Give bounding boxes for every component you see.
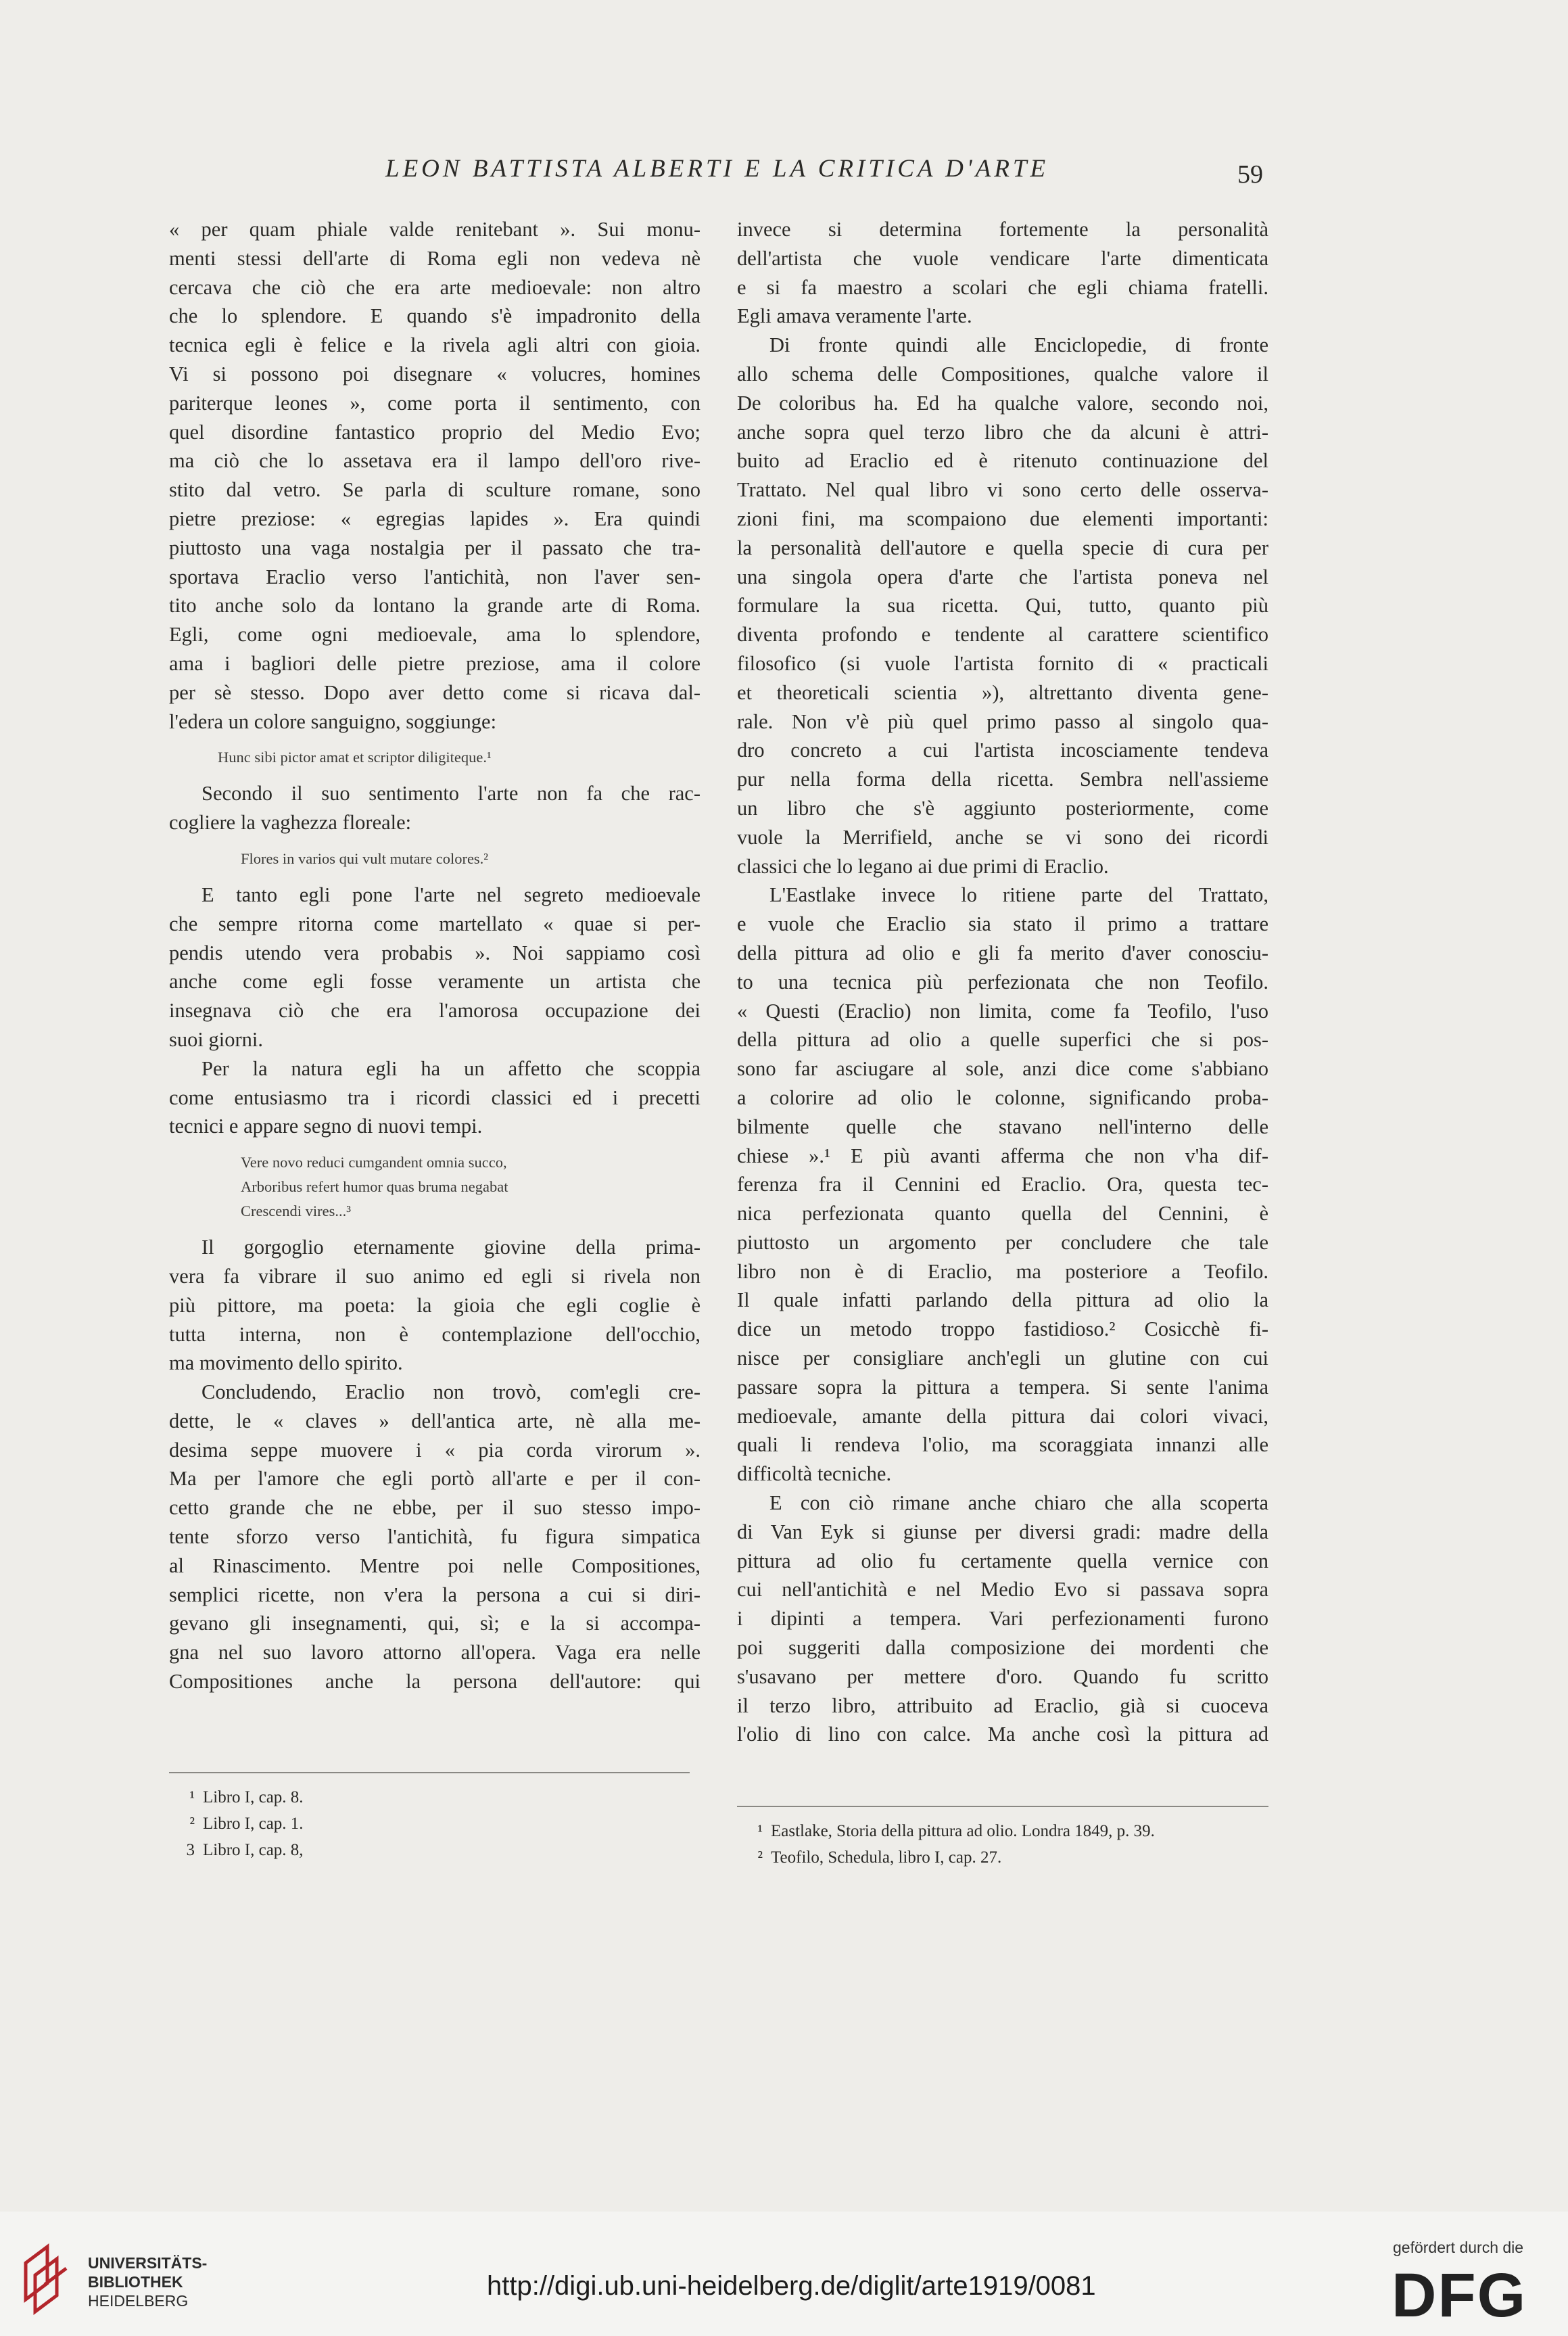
paragraph [737, 881, 1268, 1489]
text-line: nica perfezionata quanto quella del Cennini, è [737, 1202, 1268, 1225]
viewer-footer [0, 2212, 1568, 2336]
text-line: Per la natura egli ha un affetto che scoppia [201, 1056, 700, 1080]
text-line: zioni fini, ma scompaiono due elementi importanti: [737, 507, 1268, 530]
footnote: ² Teofilo, Schedula, libro I, cap. 27. [757, 1848, 1002, 1867]
text-line: a colorire ad olio le colonne, significando proba- [737, 1085, 1268, 1109]
footnote-rule [169, 1772, 690, 1773]
text-line: che sempre ritorna come martellato « quae si per- [169, 912, 700, 935]
text-line: chiese ».¹ E più avanti afferma che non v'ha dif- [737, 1144, 1268, 1167]
text-line: cogliere la vaghezza floreale: [169, 811, 412, 835]
text-line: cui nell'antichità e nel Medio Evo si passava sopra [737, 1578, 1268, 1602]
text-line: Egli, come ogni medioevale, ama lo splendore, [169, 623, 700, 647]
text-line: ma ciò che lo assetava era il lampo dell'oro rive- [169, 449, 700, 473]
footnote: ² Libro I, cap. 1. [189, 1815, 304, 1833]
footnotes-left [169, 1772, 700, 1863]
paragraph [169, 881, 700, 1054]
text-line: difficoltà tecniche. [737, 1462, 892, 1486]
text-line: quali li rendeva l'olio, ma scoraggiata innanzi alle [737, 1433, 1268, 1457]
text-line: dro concreto a cui l'artista incosciamente tendeva [737, 739, 1268, 762]
right-column [737, 215, 1268, 1749]
text-line: anche sopra quel terzo libro che da alcuni è attri- [737, 420, 1268, 444]
latin-quote: Flores in varios qui vult mutare colores.² [241, 849, 489, 867]
verse-line: Crescendi vires...³ [241, 1202, 351, 1220]
text-line: cetto grande che ne ebbe, per il suo stesso impo- [169, 1496, 700, 1520]
footnotes-right [737, 1806, 1268, 1871]
text-line: cercava che ciò che era arte medioevale: non altro [169, 275, 700, 299]
text-line: tutta interna, non è contemplazione dell'occhio, [169, 1322, 700, 1346]
paragraph [737, 215, 1268, 331]
text-line: De coloribus ha. Ed ha qualche valore, secondo noi, [737, 391, 1268, 415]
text-line: quel disordine fantastico proprio del Medio Evo; [169, 420, 700, 444]
library-logo-icon [20, 2243, 71, 2317]
text-line: la personalità dell'autore e quella specie di cura per [737, 536, 1268, 559]
text-line: ama i bagliori delle pietre preziose, ama il colore [169, 651, 700, 675]
text-line: tente sforzo verso l'antichità, fu figura simpatica [169, 1525, 700, 1549]
footnote: ¹ Libro I, cap. 8. [189, 1788, 304, 1806]
text-line: pietre preziose: « egregias lapides ». Era quindi [169, 507, 700, 530]
text-line: e si fa maestro a scolari che egli chiama fratelli. [737, 275, 1268, 299]
latin-quote: Hunc sibi pictor amat et scriptor diligiteque.¹ [218, 749, 492, 766]
text-line: Vi si possono poi disegnare « volucres, homines [169, 362, 700, 386]
text-line: poi suggeriti dalla composizione dei mordenti che [737, 1636, 1268, 1660]
text-line: filosofico (si vuole l'artista fornito di « practicali [737, 651, 1268, 675]
text-line: Trattato. Nel qual libro vi sono certo delle osserva- [737, 478, 1268, 502]
text-line: buito ad Eraclio ed è ritenuto continuazione del [737, 449, 1268, 473]
text-line: tito anche solo da lontano la grande arte di Roma. [169, 594, 700, 617]
text-line: Secondo il suo sentimento l'arte non fa che rac- [201, 782, 700, 805]
text-line: i dipinti a tempera. Vari perfezionamenti furono [737, 1607, 1268, 1631]
text-line: to una tecnica più perfezionata che non Teofilo. [737, 970, 1268, 994]
paragraph [169, 215, 700, 736]
text-line: anche come egli fosse veramente un artista che [169, 970, 700, 994]
text-line: una singola opera d'arte che l'artista poneva nel [737, 565, 1268, 588]
text-line: et theoreticali scientia »), altrettanto diventa gene- [737, 680, 1268, 704]
funded-by-label: gefördert durch die [1393, 2239, 1524, 2256]
text-line: tecnici e appare segno di nuovi tempi. [169, 1115, 483, 1138]
text-line: formulare la sua ricetta. Qui, tutto, quanto più [737, 594, 1268, 617]
text-line: stito dal vetro. Se parla di sculture romane, sono [169, 478, 700, 502]
library-name: UNIVERSITÄTS- BIBLIOTHEK HEIDELBERG [88, 2254, 208, 2310]
text-line: medioevale, amante della pittura dai colori vivaci, [737, 1404, 1268, 1428]
text-line: s'usavano per mettere d'oro. Quando fu scritto [737, 1664, 1268, 1688]
text-line: sono far asciugare al sole, anzi dice come s'abbiano [737, 1057, 1268, 1081]
text-line: della pittura ad olio a quelle superfici che si pos- [737, 1028, 1268, 1052]
text-line: menti stessi dell'arte di Roma egli non vedeva nè [169, 246, 700, 270]
text-line: suoi giorni. [169, 1027, 263, 1051]
text-line: pittura ad olio fu certamente quella vernice con [737, 1549, 1268, 1572]
text-line: tecnica egli è felice e la rivela agli altri con gioia. [169, 333, 700, 357]
footnote: 3 Libro I, cap. 8, [186, 1841, 304, 1859]
text-line: e vuole che Eraclio sia stato il primo a trattare [737, 912, 1268, 936]
text-line: l'olio di lino con calce. Ma anche così la pittura ad [737, 1723, 1268, 1746]
text-line: libro non è di Eraclio, ma posteriore a Teofilo. [737, 1259, 1268, 1283]
text-line: l'edera un colore sanguigno, soggiunge: [169, 709, 497, 733]
text-line: ferenza fra il Cennini ed Eraclio. Ora, questa tec- [737, 1173, 1268, 1196]
text-line: Ma per l'amore che egli portò all'arte e per il con- [169, 1467, 700, 1491]
text-line: per sè stesso. Dopo aver detto come si ricava dal- [169, 680, 700, 704]
text-line: semplici ricette, non v'era la persona a cui si diri- [169, 1583, 700, 1606]
text-line: Il gorgoglio eternamente giovine della prima- [201, 1236, 700, 1259]
text-line: rale. Non v'è più quel primo passo al singolo qua- [737, 709, 1268, 733]
left-column [169, 215, 700, 1696]
dfg-logo: DFG [1392, 2261, 1527, 2330]
text-line: piuttosto una vaga nostalgia per il passato che tra- [169, 536, 700, 559]
text-line: pariterque leones », come porta il sentimento, con [169, 391, 700, 415]
text-line: invece si determina fortemente la personalità [737, 218, 1268, 241]
text-line: « Questi (Eraclio) non limita, come fa Teofilo, l'uso [737, 999, 1268, 1023]
page-header [0, 154, 1568, 195]
text-line: al Rinascimento. Mentre poi nelle Compositiones, [169, 1554, 700, 1577]
text-line: pur nella forma della ricetta. Sembra nell'assieme [737, 768, 1268, 791]
text-line: Concludendo, Eraclio non trovò, com'egli cre- [201, 1380, 700, 1404]
text-line: un libro che s'è aggiunto posteriormente, come [737, 796, 1268, 820]
text-line: sportava Eraclio verso l'antichità, non l'aver sen- [169, 565, 700, 588]
text-line: allo schema delle Compositiones, qualche valore il [737, 362, 1268, 386]
paragraph [737, 331, 1268, 881]
paragraph [169, 1054, 700, 1141]
text-line: dell'artista che vuole vendicare l'arte dimenticata [737, 246, 1268, 270]
text-line: E con ciò rimane anche chiaro che alla scoperta [769, 1491, 1268, 1515]
text-line: come entusiasmo tra i ricordi classici ed i precetti [169, 1085, 700, 1109]
text-line: ma movimento dello spirito. [169, 1351, 403, 1375]
text-line: Compositiones anche la persona dell'autore: qui [169, 1670, 700, 1693]
paragraph [737, 1489, 1268, 1749]
paragraph [169, 1233, 700, 1378]
text-line: Il quale infatti parlando della pittura ad olio la [737, 1288, 1268, 1312]
text-line: più pittore, ma poeta: la gioia che egli coglie è [169, 1293, 700, 1317]
text-line: « per quam phiale valde renitebant ». Sui monu- [169, 218, 700, 241]
permalink-url[interactable]: http://digi.ub.uni-heidelberg.de/diglit/arte1919/0081 [487, 2271, 1096, 2301]
text-line: vera fa vibrare il suo animo ed egli si rivela non [169, 1264, 700, 1288]
footnote-rule [737, 1806, 1268, 1807]
text-line: gna nel suo lavoro attorno all'opera. Vaga era nelle [169, 1641, 700, 1664]
text-line: il terzo libro, attribuito ad Eraclio, già si cuoceva [737, 1693, 1268, 1717]
text-line: nisce per consigliare anch'egli un glutine con cui [737, 1347, 1268, 1370]
text-line: della pittura ad olio e gli fa merito d'aver conosciu- [737, 941, 1268, 964]
latin-verse [169, 1150, 700, 1223]
text-line: insegnava ciò che era l'amorosa occupazione dei [169, 999, 700, 1023]
text-line: dice un metodo troppo fastidioso.² Cosicchè fi- [737, 1317, 1268, 1341]
verse-line: Vere novo reduci cumgandent omnia succo, [241, 1154, 507, 1171]
text-line: Egli amava veramente l'arte. [737, 304, 972, 328]
running-title: LEON BATTISTA ALBERTI E LA CRITICA D'ARTE [385, 155, 1049, 183]
page-number: 59 [1237, 160, 1263, 189]
footnote: ¹ Eastlake, Storia della pittura ad olio. Londra 1849, p. 39. [757, 1822, 1155, 1840]
text-line: dette, le « claves » dell'antica arte, nè alla me- [169, 1409, 700, 1432]
text-line: che lo splendore. E quando s'è impadronito della [169, 304, 700, 328]
paragraph [169, 1378, 700, 1696]
text-line: piuttosto un argomento per concludere che tale [737, 1230, 1268, 1254]
text-line: pendis utendo vera probabis ». Noi sappiamo così [169, 941, 700, 964]
text-line: classici che lo legano ai due primi di Eraclio. [737, 854, 1109, 878]
text-line: diventa profondo e tendente al carattere scientifico [737, 623, 1268, 647]
text-line: Di fronte quindi alle Enciclopedie, di fronte [769, 333, 1268, 357]
text-line: gevano gli insegnamenti, qui, sì; e la si accompa- [169, 1612, 700, 1635]
paragraph [169, 779, 700, 837]
text-line: E tanto egli pone l'arte nel segreto medioevale [201, 883, 700, 906]
text-line: di Van Eyk si giunse per diversi gradi: madre della [737, 1520, 1268, 1543]
text-line: bilmente quelle che stavano nell'interno delle [737, 1115, 1268, 1138]
text-line: passare sopra la pittura a tempera. Si sente l'anima [737, 1375, 1268, 1399]
text-line: L'Eastlake invece lo ritiene parte del Trattato, [769, 883, 1268, 907]
verse-line: Arboribus refert humor quas bruma negabat [241, 1178, 508, 1196]
text-line: desima seppe muovere i « pia corda virorum ». [169, 1438, 700, 1462]
text-line: vuole la Merrifield, anche se vi sono dei ricordi [737, 825, 1268, 849]
